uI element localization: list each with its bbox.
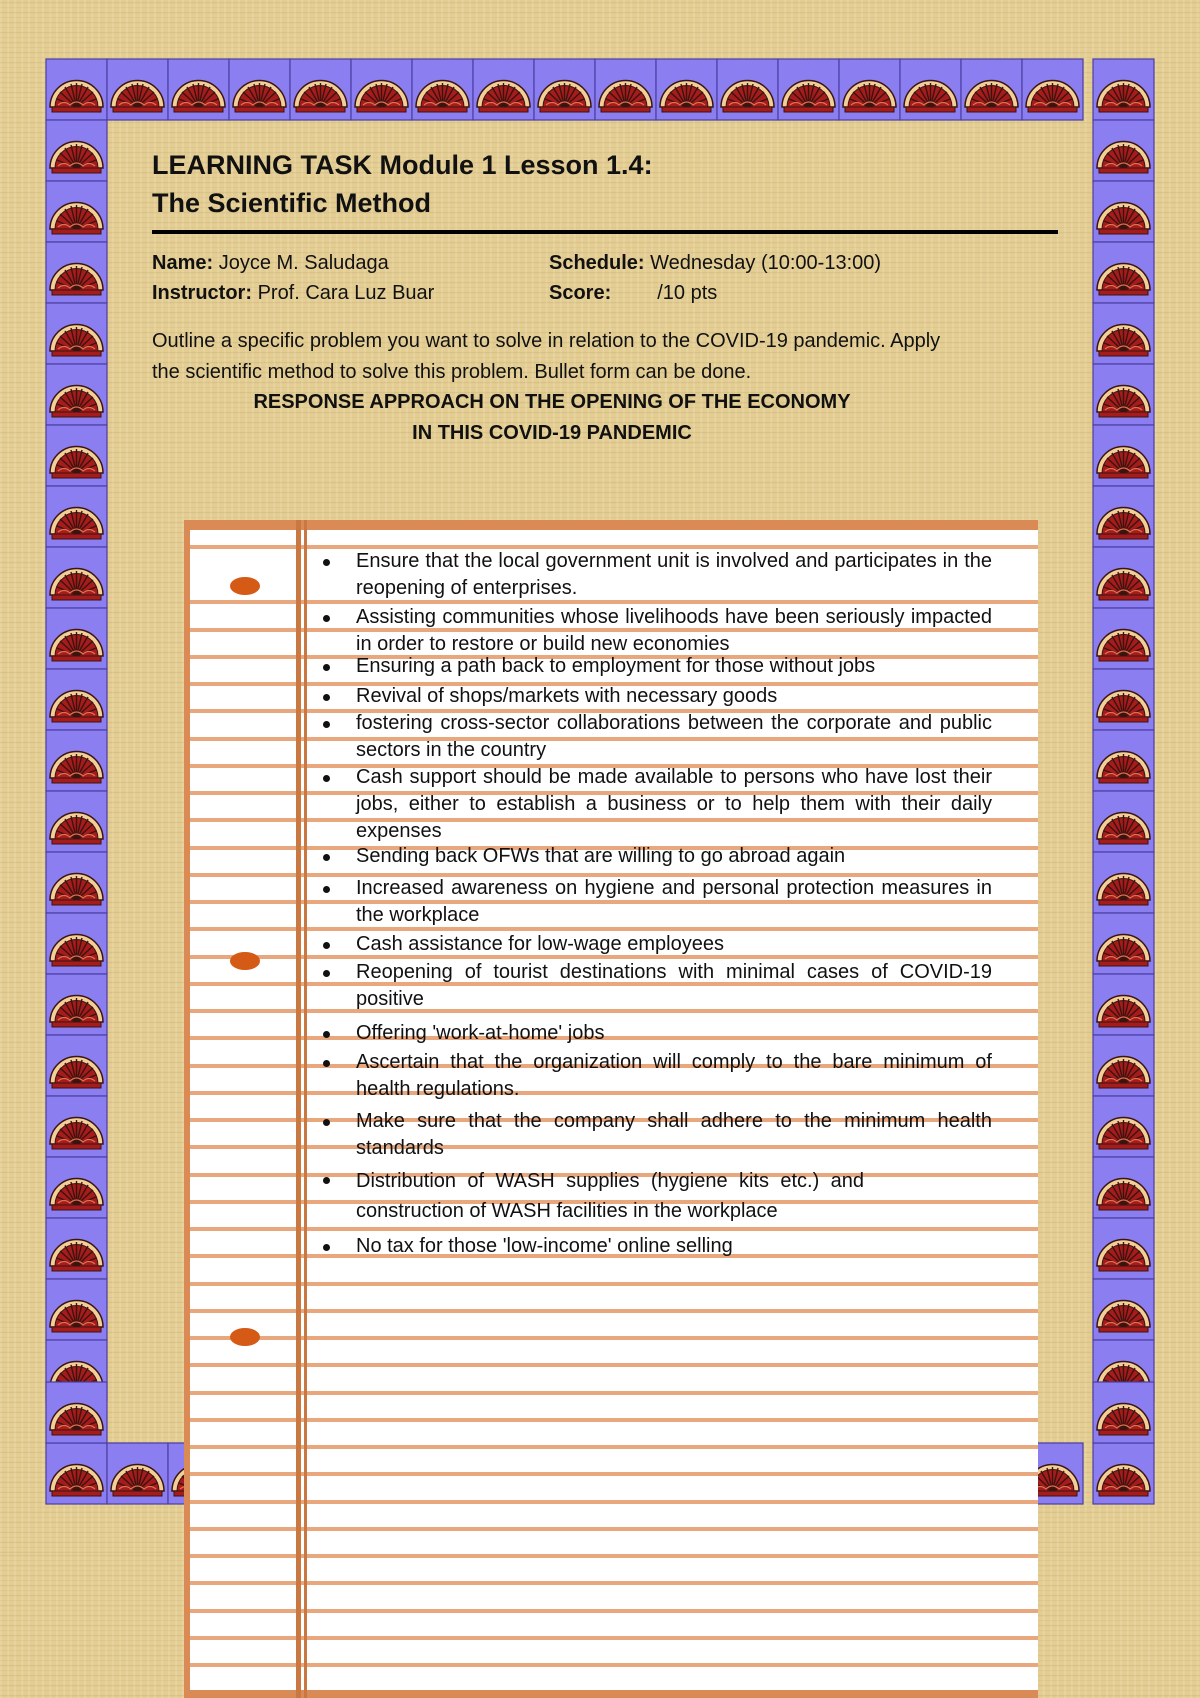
list-item: Ensure that the local government unit is involved and participates in the reopening of enterprises. xyxy=(320,548,992,602)
list-item: No tax for those 'low-income' online selling xyxy=(320,1233,992,1260)
list-item: Cash assistance for low-wage employees xyxy=(320,931,992,958)
instructor-row xyxy=(152,278,434,308)
response-heading-line2: IN THIS COVID-19 PANDEMIC xyxy=(412,422,692,444)
schedule-value: Wednesday (10:00-13:00) xyxy=(650,252,882,274)
schedule-row xyxy=(549,248,881,278)
binder-hole-bottom xyxy=(230,1328,260,1346)
list-item: Distribution of WASH supplies (hygiene kits etc.) and construction of WASH facilities in the workplace xyxy=(320,1166,864,1226)
name-value: Joyce M. Saludaga xyxy=(218,252,389,274)
worksheet-content xyxy=(152,148,1058,449)
list-item: Revival of shops/markets with necessary goods xyxy=(320,683,992,710)
score-value: /10 pts xyxy=(657,282,718,304)
list-item: Cash support should be made available to persons who have lost their jobs, either to establish a business or to help them with their daily expenses xyxy=(320,764,992,845)
title-divider xyxy=(152,230,1058,234)
list-item: Assisting communities whose livelihoods have been seriously impacted in order to restore or build new economies xyxy=(320,604,992,658)
name-row xyxy=(152,248,434,278)
response-heading-line1: RESPONSE APPROACH ON THE OPENING OF THE ECONOMY xyxy=(253,391,851,413)
score-label: Score: xyxy=(549,282,612,304)
name-label: Name: xyxy=(152,252,214,274)
page-subtitle: The Scientific Method xyxy=(152,188,432,218)
response-list xyxy=(320,548,992,1260)
list-item: Ascertain that the organization will comply to the bare minimum of health regulations. xyxy=(320,1049,992,1103)
instructor-value: Prof. Cara Luz Buar xyxy=(257,282,435,304)
student-info xyxy=(152,248,1058,310)
list-item: Offering 'work-at-home' jobs xyxy=(320,1020,992,1047)
list-item: Reopening of tourist destinations with minimal cases of COVID-19 positive xyxy=(320,959,992,1013)
list-item: Make sure that the company shall adhere to the minimum health standards xyxy=(320,1108,992,1162)
list-item: Ensuring a path back to employment for those without jobs xyxy=(320,653,992,680)
binder-hole-top xyxy=(230,577,260,595)
list-item: Increased awareness on hygiene and personal protection measures in the workplace xyxy=(320,875,992,929)
instructor-label: Instructor: xyxy=(152,282,252,304)
task-prompt: Outline a specific problem you want to solve in relation to the COVID-19 pandemic. Apply the scientific method to solve this problem. Bullet form can be done. xyxy=(152,330,941,383)
binder-hole-middle xyxy=(230,952,260,970)
page-title: LEARNING TASK Module 1 Lesson 1.4: xyxy=(152,150,653,180)
score-row xyxy=(549,278,881,308)
list-item: fostering cross-sector collaborations between the corporate and public sectors in the country xyxy=(320,710,992,764)
schedule-label: Schedule: xyxy=(549,252,645,274)
list-item: Sending back OFWs that are willing to go abroad again xyxy=(320,843,992,870)
